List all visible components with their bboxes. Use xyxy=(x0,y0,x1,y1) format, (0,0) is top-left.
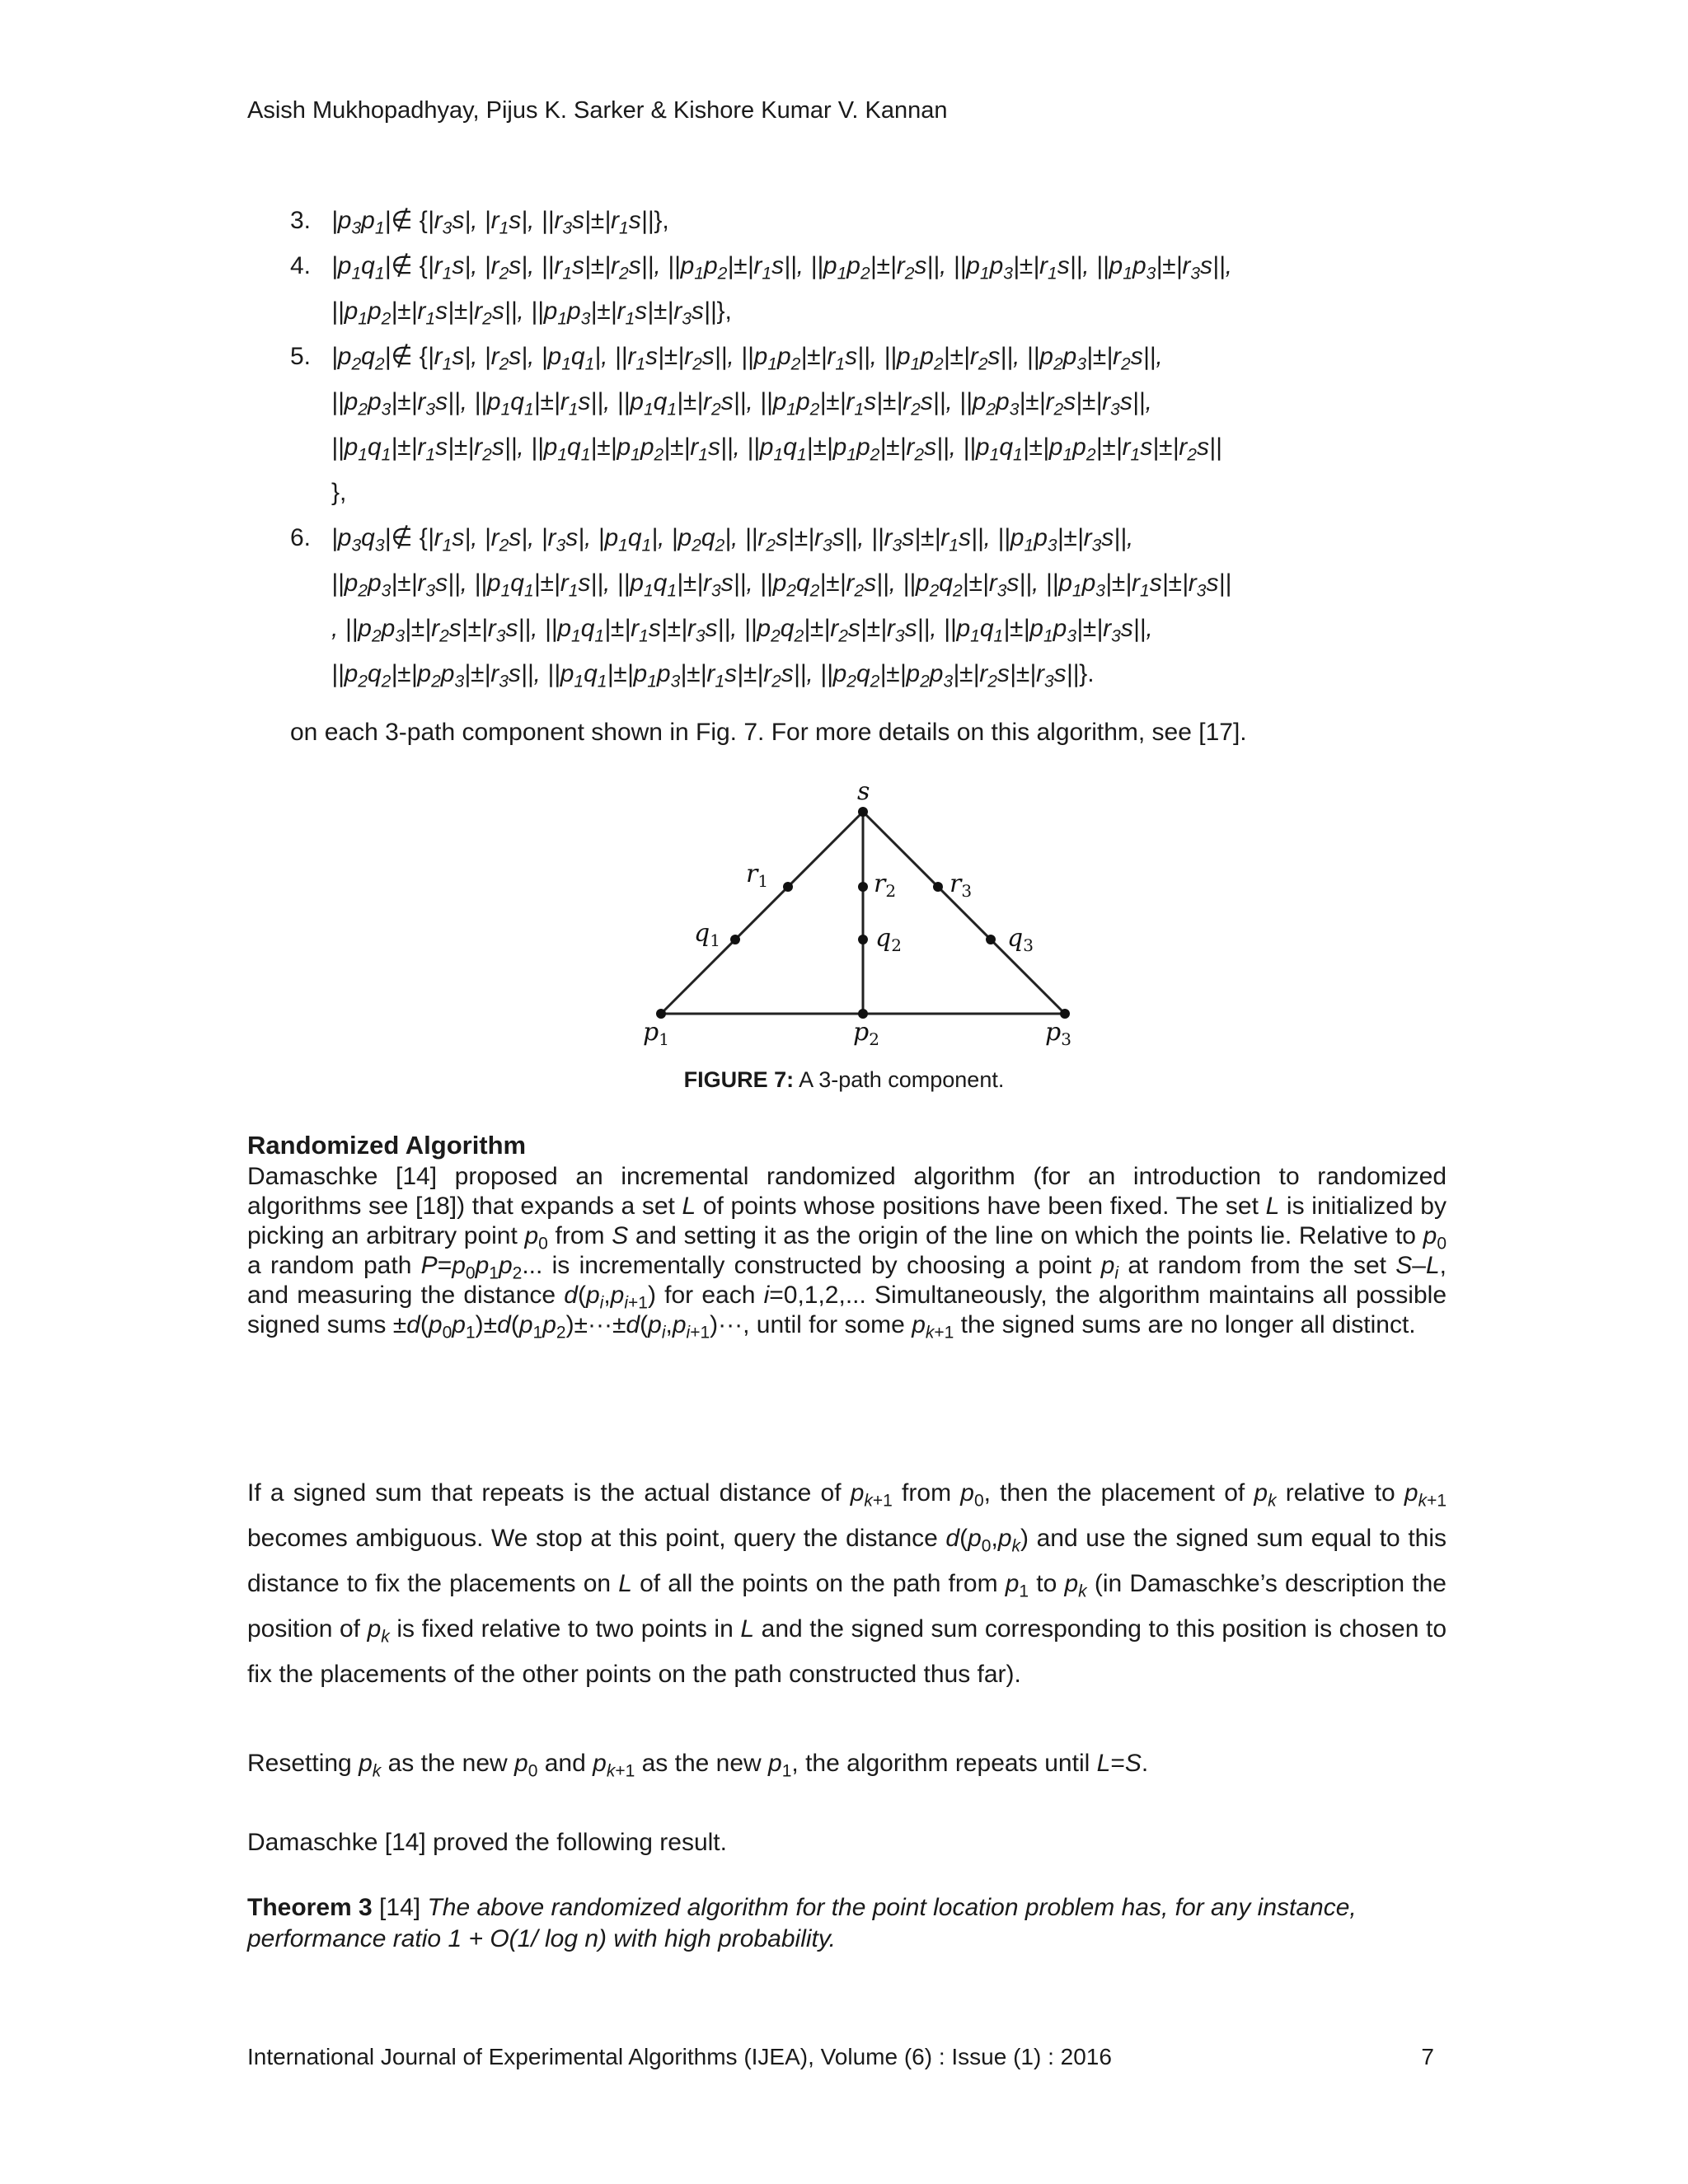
list-number: 5. xyxy=(290,343,312,370)
list-number: 6. xyxy=(290,524,312,551)
list-number: 4. xyxy=(290,252,312,279)
list-formula: $|p_3q_3|\notin$ {$|r_1s|$, $|r_2s|$, $|r_3s|$, $|p_1q_1|$, $|p_2q_2|$, $||r_2s|\pm|r_3s||$, $||r_3s|\pm|r_1s||$, $||p_1p_3|\pm|r_3s||$, $||p_2p_3|\pm|r_3s||$, $||p_1q_1|\pm|r_1s||$, $||p_1q_1|\pm|r_3s||$, $||p_2q_2|\pm|r_2s||$, $||p_2q_2|\pm|r_3s||$, $||p_1p_3|\pm|r_1s|\pm|r_3s||$ , $||p_2p_3|\pm|r_2s|\pm|r_3s||$, $||p_1q_1|\pm|r_1s|\pm|r_3s||$, $||p_2q_2|\pm|r_2s|\pm|r_3s||$, $||p_1q_1|\pm|p_1p_3|\pm|r_3s||$, $||p_2q_2|\pm|p_2p_3|\pm|r_3s||$, $||p_1q_1|\pm|p_1p_3|\pm|r_1s|\pm|r_2s||$, $||p_2q_2|\pm|p_2p_3|\pm|r_2s|\pm|r_3s||$}. xyxy=(331,524,1232,691)
running-header: Asish Mukhopadhyay, Pijus K. Sarker & Kishore Kumar V. Kannan xyxy=(247,97,948,124)
vertex-q3 xyxy=(986,935,996,944)
list-number: 3. xyxy=(290,207,312,234)
label-r1: $r_1$ xyxy=(746,860,769,891)
list-item xyxy=(290,334,1452,515)
list-formula: $|p_1q_1|\notin$ {$|r_1s|$, $|r_2s|$, $||r_1s|\pm|r_2s||$, $||p_1p_2|\pm|r_1s||$, $||p_1p_2|\pm|r_2s||$, $||p_1p_3|\pm|r_1s||$, $||p_1p_3|\pm|r_3s||$, $||p_1p_2|\pm|r_1s|\pm|r_2s||$, $||p_1p_3|\pm|r_1s|\pm|r_3s||$}, xyxy=(331,252,1232,329)
vertex-r3 xyxy=(933,882,943,892)
label-q1: $q_1$ xyxy=(694,919,720,950)
footer-journal: International Journal of Experimental Algorithms (IJEA), Volume (6) : Issue (1) : 2016 xyxy=(247,2044,1112,2069)
paragraph: Damaschke [14] proved the following result. xyxy=(247,1829,727,1856)
label-q3: $q_3$ xyxy=(1007,924,1034,955)
condition-list xyxy=(290,198,1452,696)
edge-s-p3 xyxy=(863,812,1065,1014)
label-q2: $q_2$ xyxy=(875,924,902,955)
vertex-r1 xyxy=(783,882,793,892)
paragraph: Resetting $p_k$ as the new $p_0$ and $p_{k+1}$ as the new $p_1$, the algorithm repeats until L=S. xyxy=(247,1750,1149,1781)
vertex-r2 xyxy=(858,882,868,892)
page-number: 7 xyxy=(1421,2044,1434,2069)
vertex-q1 xyxy=(730,935,740,944)
vertex-p3 xyxy=(1060,1009,1070,1019)
three-path-component-diagram xyxy=(635,775,1080,1055)
page-footer xyxy=(247,2044,1434,2070)
vertex-q2 xyxy=(858,935,868,944)
label-s: s xyxy=(857,777,870,806)
list-item xyxy=(290,243,1452,334)
label-p2: $p_2$ xyxy=(853,1018,879,1049)
list-formula: $|p_2q_2|\notin$ {$|r_1s|$, $|r_2s|$, $|p_1q_1|$, $||r_1s|\pm|r_2s||$, $||p_1p_2|\pm|r_1s||$, $||p_1p_2|\pm|r_2s||$, $||p_2p_3|\pm|r_2s||$, $||p_2p_3|\pm|r_3s||$, $||p_1q_1|\pm|r_1s||$, $||p_1q_1|\pm|r_2s||$, $||p_1p_2|\pm|r_1s|\pm|r_2s||$, $||p_2p_3|\pm|r_2s|\pm|r_3s||$, $||p_1q_1|\pm|r_1s|\pm|r_2s||$, $||p_1q_1|\pm|p_1p_2|\pm|r_1s||$, $||p_1q_1|\pm|p_1p_2|\pm|r_2s||$, $||p_1q_1|\pm|p_1p_2|\pm|r_1s|\pm|r_2s||$ }, xyxy=(331,343,1222,506)
list-continuation-text: on each 3-path component shown in Fig. 7. For more details on this algorithm, see [17]. xyxy=(290,719,1247,746)
theorem-reference: [14] xyxy=(372,1894,428,1921)
paragraph: If a signed sum that repeats is the actual distance of $p_{k+1}$ from $p_0$, then the placement of $p_k$ relative to $p_{k+1}$ becomes ambiguous. We stop at this point, query the distance $d(p_0,p_k)$ and use the signed sum equal to this distance to fix the placements on L of all the points on the path from $p_1$ to $p_k$ (in Damaschke’s description the position of $p_k$ is fixed relative to two points in L and the signed sum corresponding to this position is chosen to fix the placements of the other points on the path constructed thus far). xyxy=(247,1479,1447,1688)
theorem-statement: The above randomized algorithm for the point location problem has, for any instance, performance ratio 1 + O(1/ log n) with high probability. xyxy=(247,1894,1357,1952)
theorem-block xyxy=(247,1892,1447,1955)
section-heading: Randomized Algorithm xyxy=(247,1131,527,1160)
vertex-s xyxy=(858,807,868,817)
list-item xyxy=(290,198,1452,243)
figure-caption xyxy=(0,1067,1688,1093)
figure-caption-label: FIGURE 7: xyxy=(683,1067,795,1092)
theorem-label: Theorem 3 xyxy=(247,1894,373,1921)
label-p1: $p_1$ xyxy=(643,1018,669,1049)
label-r2: $r_2$ xyxy=(874,869,897,901)
label-p3: $p_3$ xyxy=(1045,1018,1071,1049)
list-formula: $|p_3p_1|\notin$ {$|r_3s|$, $|r_1s|$, $||r_3s|\pm|r_1s||$}, xyxy=(331,207,669,238)
paragraph: Damaschke [14] proposed an incremental randomized algorithm (for an introduction to randomized algorithms see [18]) that expands a set L of points whose positions have been fixed. The set L is initialized by picking an arbitrary point $p_0$ from S and setting it as the origin of the line on which the points lie. Relative to $p_0$ a random path $P=p_0p_1p_2$... is incrementally constructed by choosing a point $p_i$ at random from the set S–L, and measuring the distance $d(p_i,p_{i+1})$ for each i=0,1,2,... Simultaneously, the algorithm maintains all possible signed sums $\pm d(p_0p_1)\pm d(p_1p_2)\pm\cdot\cdot\cdot\pm d(p_i,p_{i+1})\cdot\cdot\cdot$, until for some $p_{k+1}$ the signed sums are no longer all distinct. xyxy=(247,1163,1447,1343)
figure-caption-text: A 3-path component. xyxy=(794,1067,1005,1092)
label-r3: $r_3$ xyxy=(950,869,973,901)
list-item xyxy=(290,515,1452,696)
edge-s-p1 xyxy=(661,812,863,1014)
